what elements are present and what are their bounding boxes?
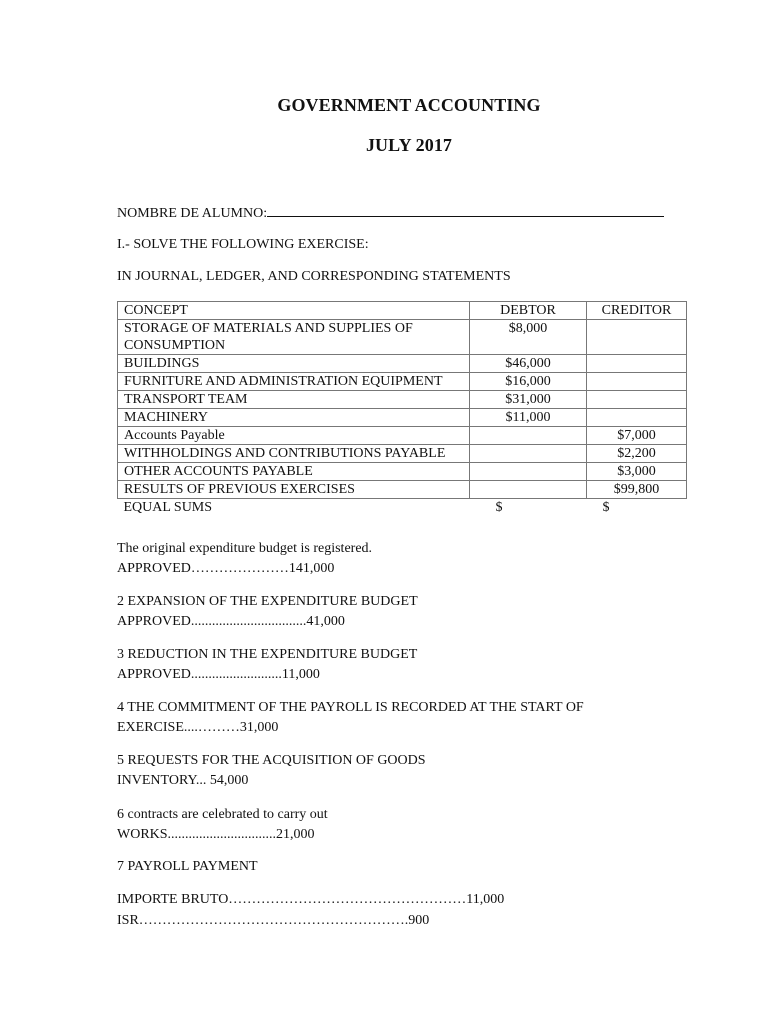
row-creditor: $99,800	[587, 481, 687, 499]
item-6-amount: WORKS...............................21,000	[117, 827, 315, 842]
sums-label: EQUAL SUMS	[123, 500, 213, 515]
item-7-isr-amount: ISR………………………………………………….900	[117, 913, 430, 928]
row-concept: BUILDINGS	[118, 355, 470, 373]
row-creditor	[587, 391, 687, 409]
item-4-amount: EXERCISE....………31,000	[117, 720, 279, 735]
row-debtor: $11,000	[470, 409, 587, 427]
student-name-blank	[267, 204, 664, 217]
student-name-label: NOMBRE DE ALUMNO:	[117, 206, 268, 221]
table-row	[118, 355, 687, 373]
item-3-description: 3 REDUCTION IN THE EXPENDITURE BUDGET	[117, 647, 418, 662]
item-4-description: 4 THE COMMITMENT OF THE PAYROLL IS RECORDED AT THE START OF	[117, 700, 584, 715]
row-debtor	[470, 445, 587, 463]
row-creditor	[587, 320, 687, 355]
table-row	[118, 481, 687, 499]
item-5-description: 5 REQUESTS FOR THE ACQUISITION OF GOODS	[117, 753, 426, 768]
row-concept: WITHHOLDINGS AND CONTRIBUTIONS PAYABLE	[118, 445, 470, 463]
row-concept: MACHINERY	[118, 409, 470, 427]
section-heading: I.- SOLVE THE FOLLOWING EXERCISE:	[117, 237, 369, 252]
row-creditor: $2,200	[587, 445, 687, 463]
table-row	[118, 373, 687, 391]
section-subheading: IN JOURNAL, LEDGER, AND CORRESPONDING STATEMENTS	[117, 269, 511, 284]
document-date: JULY 2017	[365, 135, 453, 155]
item-1-amount: APPROVED…………………141,000	[117, 561, 335, 576]
table-header-row	[118, 302, 687, 320]
table-row	[118, 320, 687, 355]
row-concept-continued: CONSUMPTION	[124, 338, 226, 353]
row-concept: TRANSPORT TEAM	[118, 391, 470, 409]
row-debtor: $46,000	[470, 355, 587, 373]
row-debtor: $31,000	[470, 391, 587, 409]
item-6-description: 6 contracts are celebrated to carry out	[117, 807, 328, 822]
row-concept: FURNITURE AND ADMINISTRATION EQUIPMENT	[118, 373, 470, 391]
header-concept: CONCEPT	[118, 302, 470, 320]
row-concept: OTHER ACCOUNTS PAYABLE	[118, 463, 470, 481]
table-row	[118, 445, 687, 463]
table-sums-row	[118, 499, 687, 517]
row-debtor	[470, 481, 587, 499]
ledger-table	[117, 301, 687, 516]
table-row	[118, 463, 687, 481]
student-name-line	[117, 204, 664, 223]
table-row	[118, 391, 687, 409]
row-creditor	[587, 373, 687, 391]
item-1-description: The original expenditure budget is registered.	[117, 541, 373, 556]
item-5-amount: INVENTORY... 54,000	[117, 773, 249, 788]
sums-creditor: $	[602, 500, 610, 515]
sums-debtor: $	[495, 500, 503, 515]
row-debtor	[470, 427, 587, 445]
table-row	[118, 427, 687, 445]
document-title: GOVERNMENT ACCOUNTING	[277, 95, 541, 115]
row-debtor: $16,000	[470, 373, 587, 391]
header-debtor: DEBTOR	[470, 302, 587, 320]
item-3-amount: APPROVED..........................11,000	[117, 667, 320, 682]
row-debtor: $8,000	[470, 320, 587, 355]
table-row	[118, 409, 687, 427]
row-debtor	[470, 463, 587, 481]
row-concept: STORAGE OF MATERIALS AND SUPPLIES OF	[124, 321, 413, 336]
row-creditor	[587, 409, 687, 427]
row-creditor: $7,000	[587, 427, 687, 445]
item-7-gross-amount: IMPORTE BRUTO……………………………………………11,000	[117, 892, 505, 907]
row-creditor	[587, 355, 687, 373]
row-concept: RESULTS OF PREVIOUS EXERCISES	[118, 481, 470, 499]
header-creditor: CREDITOR	[587, 302, 687, 320]
row-concept: Accounts Payable	[118, 427, 470, 445]
item-2-amount: APPROVED.................................41,000	[117, 614, 345, 629]
item-7-description: 7 PAYROLL PAYMENT	[117, 859, 258, 874]
item-2-description: 2 EXPANSION OF THE EXPENDITURE BUDGET	[117, 594, 418, 609]
row-creditor: $3,000	[587, 463, 687, 481]
